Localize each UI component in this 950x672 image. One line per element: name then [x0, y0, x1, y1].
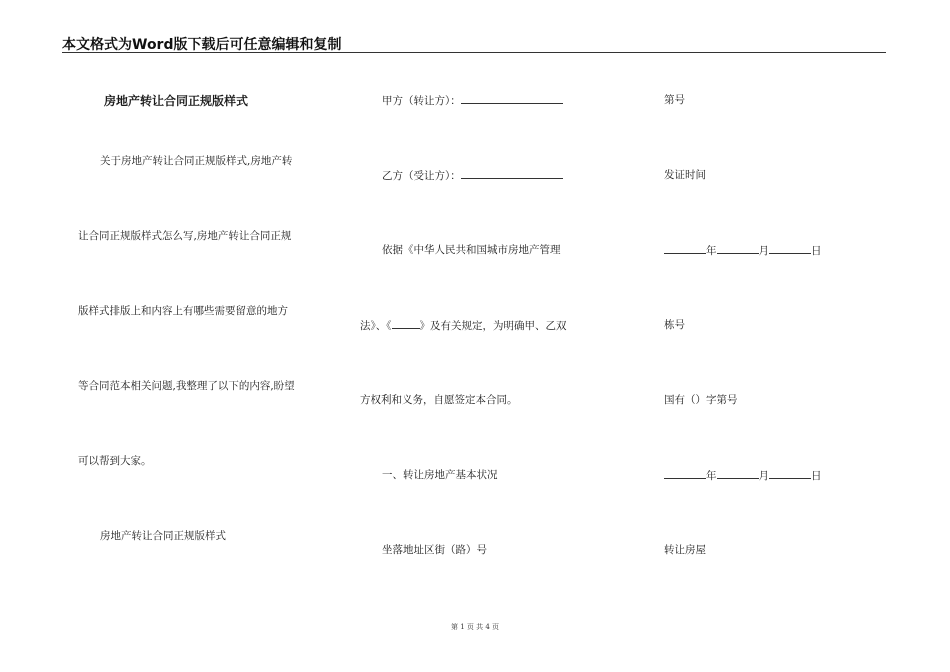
day-label: 日	[811, 470, 822, 482]
paragraph-line: 版样式排版上和内容上有哪些需要留意的地方	[78, 305, 288, 317]
land-certificate-label: 国有（）字第号	[664, 394, 738, 406]
month-label: 月	[758, 470, 769, 482]
party-a-label: 甲方（转让方）：	[382, 95, 461, 107]
section-heading: 一、转让房地产基本状况	[382, 469, 498, 481]
transfer-house-label: 转让房屋	[664, 544, 706, 556]
date-line	[664, 468, 822, 483]
certificate-number-label: 第号	[664, 94, 685, 106]
year-blank	[664, 243, 706, 254]
party-b-label: 乙方（受让方）：	[382, 170, 461, 182]
date-line	[664, 243, 822, 258]
paragraph-line	[360, 318, 567, 333]
day-label: 日	[811, 245, 822, 257]
paragraph-line: 等合同范本相关问题,我整理了以下的内容,盼望	[78, 380, 295, 392]
address-line: 坐落地址区街（路）号	[382, 544, 487, 556]
paragraph-line: 让合同正规版样式怎么写,房地产转让合同正规	[78, 230, 292, 242]
month-blank	[717, 468, 759, 479]
section-heading: 房地产转让合同正规版样式	[100, 530, 226, 542]
paragraph-line: 可以帮到大家。	[78, 455, 152, 467]
party-a-line	[382, 93, 563, 108]
document-header: 本文格式为Word版下载后可任意编辑和复制	[62, 37, 342, 53]
month-blank	[717, 243, 759, 254]
law-reference-end: 》及有关规定，为明确甲、乙双	[419, 320, 567, 332]
day-blank	[769, 243, 811, 254]
page-number: 第 1 页 共 4 页	[450, 623, 500, 631]
document-title: 房地产转让合同正规版样式	[104, 94, 249, 108]
law-reference-start: 法》、《	[360, 320, 392, 332]
paragraph-line: 方权利和义务，自愿签定本合同。	[360, 394, 518, 406]
month-label: 月	[758, 245, 769, 257]
header-rule	[62, 52, 886, 53]
party-b-blank	[461, 168, 563, 179]
law-name-blank	[392, 318, 420, 329]
building-number-label: 栋号	[664, 319, 685, 331]
year-label: 年	[706, 245, 717, 257]
paragraph-line: 依据《中华人民共和国城市房地产管理	[382, 244, 561, 256]
day-blank	[769, 468, 811, 479]
year-label: 年	[706, 470, 717, 482]
party-b-line	[382, 168, 563, 183]
year-blank	[664, 468, 706, 479]
issue-date-label: 发证时间	[664, 169, 706, 181]
paragraph-line: 关于房地产转让合同正规版样式,房地产转	[100, 155, 293, 167]
party-a-blank	[461, 93, 563, 104]
